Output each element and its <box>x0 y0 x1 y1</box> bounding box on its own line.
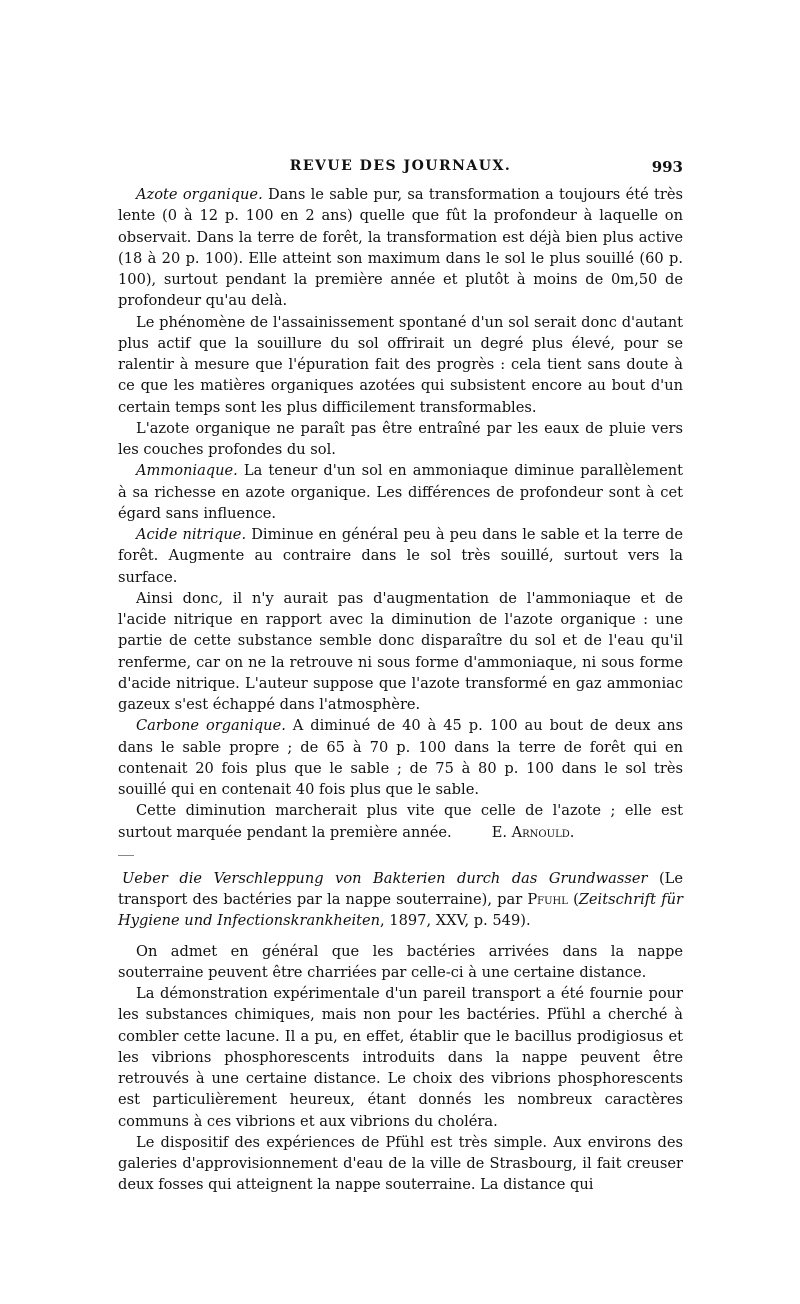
paragraph-diminution <box>118 800 683 843</box>
paragraph-carbone-organique <box>118 715 683 800</box>
paragraph-azote-pluie: L'azote organique ne paraît pas être entraîné par les eaux de pluie vers les couches profondes du sol. <box>118 419 683 458</box>
paragraph-dispositif: Le dispositif des expériences de Pfühl est très simple. Aux environs des galeries d'approvisionnement d'eau de la ville de Strasbourg, il fait creuser deux fosses qui atteignent la nappe souterraine. La distance qui <box>118 1133 683 1194</box>
citation-details: , 1897, XXV, p. 549). <box>380 912 531 930</box>
paragraph-text: Diminue en général peu à peu dans le sable et la terre de forêt. Augmente au contraire dans le sol très souillé, surtout vers la surface. <box>118 526 683 586</box>
section-divider <box>118 855 134 856</box>
article-author: Pfuhl <box>527 891 568 908</box>
paragraph-text: Cette diminution marcherait plus vite que celle de l'azote ; elle est surtout marquée pendant la première année. <box>118 802 683 841</box>
running-header <box>118 158 683 182</box>
paragraph-azote-organique <box>118 184 683 312</box>
french-translation: (Le transport des bactéries par la nappe souterraine), par <box>118 869 683 908</box>
paragraph-acide-nitrique <box>118 524 683 588</box>
paragraph-text: Dans le sable pur, sa transformation a toujours été très lente (0 à 12 p. 100 en 2 ans) quelle que fût la profondeur à laquelle on observait. Dans la terre de forêt, la transformation est déjà bien plus active (18 à 20 p. 100). Elle atteint son maximum dans le sol le plus souillé (60 p. 100), surtout pendant la première année et plutôt à moins de 0m,50 de profondeur qu'au delà. <box>118 186 683 310</box>
spacer <box>118 932 683 941</box>
paragraph-assainissement: Le phénomène de l'assainissement spontané d'un sol serait donc d'autant plus actif que la souillure du sol offrirait un degré plus élevé, pour se ralentir à mesure que l'épuration fait des progrès : cela tient sans doute à ce que les matières organiques azotées qui subsistent encore au bout d'un certain temps sont les plus difficilement transformables. <box>118 313 683 416</box>
article-title: Ueber die Verschleppung von Bakterien durch das Grundwasser <box>122 869 648 887</box>
page-number: 993 <box>651 158 683 176</box>
paragraph-text: La teneur d'un sol en ammoniaque diminue parallèlement à sa richesse en azote organique. Les différences de profondeur sont à cet égard sans influence. <box>118 462 683 522</box>
paragraph-text: A diminué de 40 à 45 p. 100 au bout de deux ans dans le sable propre ; de 65 à 70 p. 100 dans la terre de forêt qui en contenait 20 fois plus que le sable ; de 75 à 80 p. 100 dans le sol très souillé qui en contenait 40 fois plus que le sable. <box>118 717 683 798</box>
section-label: Ammoniaque. <box>136 462 238 480</box>
section-label: Carbone organique. <box>136 717 286 735</box>
paragraph-on-admet: On admet en général que les bactéries arrivées dans la nappe souterraine peuvent être charriées par celle-ci à une certaine distance. <box>118 942 683 981</box>
section-label: Azote organique. <box>136 186 263 203</box>
journal-name: Zeitschrift für Hygiene und Infectionskrankheiten <box>118 891 683 930</box>
page-body <box>118 184 683 1196</box>
bibliographic-reference <box>118 868 683 932</box>
section-label: Acide nitrique. <box>136 526 247 543</box>
paragraph-demonstration: La démonstration expérimentale d'un pareil transport a été fournie pour les substances chimiques, mais non pour les bactéries. Pfühl a cherché à combler cette lacune. Il a pu, en effet, établir que le bacillus prodigiosus et les vibrions phosphorescents introduits dans la nappe peuvent être retrouvés à une certaine distance. Le choix des vibrions phosphorescents est particulièrement heureux, étant donnés les nombreux caractères communs à ces vibrions et aux vibrions du choléra. <box>118 985 683 1130</box>
author-signature: E. Arnould. <box>491 823 575 841</box>
paren-open: ( <box>567 891 579 908</box>
paragraph-ainsi-donc: Ainsi donc, il n'y aurait pas d'augmentation de l'ammoniaque et de l'acide nitrique en rapport avec la diminution de l'azote organique : une partie de cette substance semble donc disparaître du sol et de l'eau qu'il renferme, car on ne la retrouve ni sous forme d'ammoniaque, ni sous forme d'acide nitrique. L'auteur suppose que l'azote transformé en gaz ammoniac gazeux s'est échappé dans l'atmosphère. <box>118 589 683 713</box>
paragraph-ammoniaque <box>118 460 683 524</box>
journal-title: REVUE DES JOURNAUX. <box>289 158 512 174</box>
